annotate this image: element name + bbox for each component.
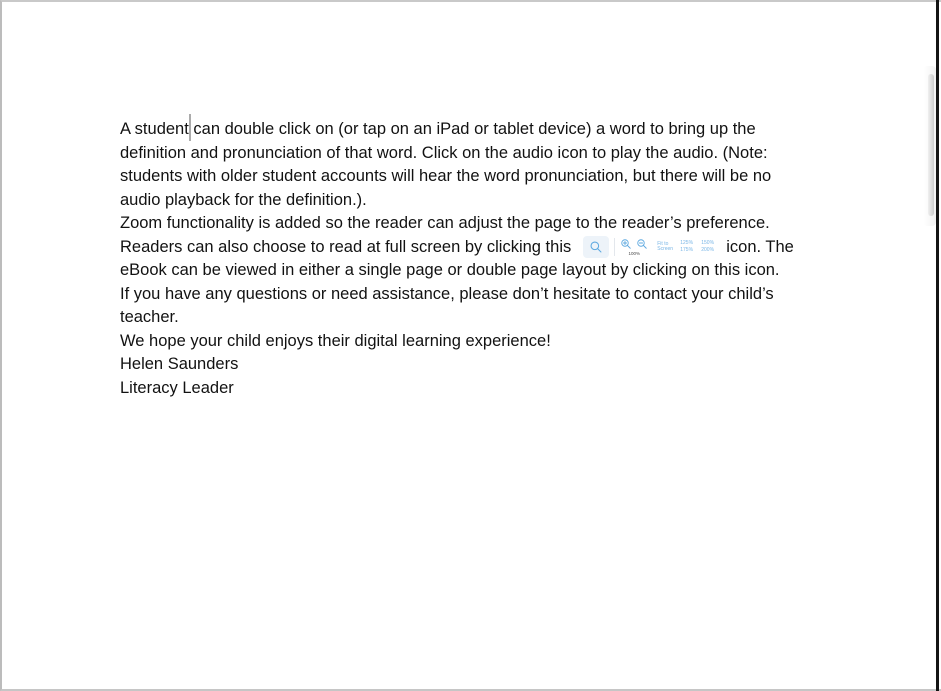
zoom-tool-button	[583, 236, 609, 258]
zoom-icons-row	[620, 238, 648, 250]
paragraph-line: Zoom functionality is added so the reader can adjust the page to the reader’s preference.	[120, 214, 770, 232]
paragraph-line: If you have any questions or need assistance, please don’t hesitate to contact your child’s	[120, 284, 774, 303]
paragraph-line: definition and pronunciation of that word. Click on the audio icon to play the audio. (Note:	[120, 143, 768, 162]
paragraph-line: Readers can also choose to read at full screen by clicking this	[120, 237, 572, 256]
paragraph-definitions	[120, 118, 844, 236]
zoom-out-icon	[636, 238, 648, 250]
paragraph-line: students with older student accounts will hear the word pronunciation, but there will be no	[120, 167, 772, 185]
letter-body	[120, 118, 844, 400]
zoom-option-150: 150%	[701, 239, 715, 246]
signature-title: Literacy Leader	[120, 378, 234, 397]
paragraph-line: icon. The	[726, 237, 794, 256]
fit-to-screen-option: Fit to Screen	[657, 240, 674, 253]
signature-block	[120, 353, 844, 400]
zoom-option-125: 125%	[680, 239, 694, 246]
zoom-options-menu	[657, 241, 718, 254]
paragraph-line: audio playback for the definition.).	[120, 190, 367, 209]
toolbar-divider	[614, 238, 615, 256]
zoom-in-icon	[620, 238, 632, 250]
vertical-scrollbar-thumb[interactable]	[928, 74, 934, 216]
paragraph-contact	[120, 283, 844, 354]
paragraph-fullscreen	[120, 236, 844, 283]
paragraph-line: We hope your child enjoys their digital learning experience!	[120, 331, 551, 350]
zoom-level-label: 100%	[628, 251, 640, 257]
paragraph-line: teacher.	[120, 308, 179, 326]
window-right-border	[936, 0, 939, 691]
paragraph-line: eBook can be viewed in either a single page or double page layout by clicking on this icon.	[120, 261, 780, 279]
signature-name: Helen Saunders	[120, 355, 239, 373]
zoom-controls	[620, 238, 648, 256]
magnifier-icon	[589, 240, 603, 254]
zoom-toolbar-image	[581, 233, 720, 261]
paragraph-line: A student can double click on (or tap on an iPad or tablet device) a word to bring up the	[120, 120, 756, 138]
zoom-option-175: 175%	[680, 247, 694, 254]
zoom-option-200: 200%	[701, 247, 715, 254]
